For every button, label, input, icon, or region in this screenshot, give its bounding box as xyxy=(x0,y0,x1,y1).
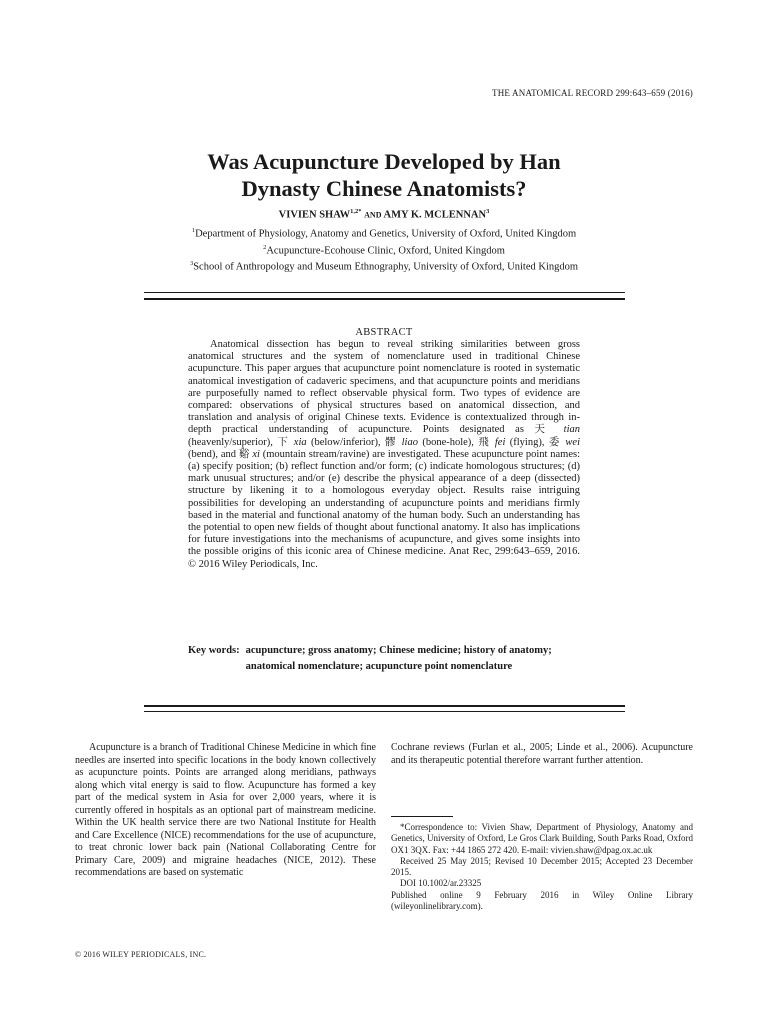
title-line-1: Was Acupuncture Developed by Han xyxy=(207,149,561,174)
term-tian-gloss: (heavenly/superior), xyxy=(188,436,278,448)
abstract-text xyxy=(188,339,580,571)
affiliation-1-mark: 1 xyxy=(191,227,196,234)
term-xia xyxy=(277,437,385,448)
footnote-rule xyxy=(391,816,453,817)
term-xia-pinyin: xia xyxy=(293,436,307,448)
term-fei-char: 飛 xyxy=(478,436,491,448)
bottom-rule-thick xyxy=(144,705,625,707)
author-1-name: VIVIEN SHAW xyxy=(278,209,351,221)
term-xia-char: 下 xyxy=(277,436,290,448)
term-wei-char: 委 xyxy=(548,436,562,448)
keywords xyxy=(188,643,588,674)
affiliation-3 xyxy=(0,257,768,274)
keywords-text: acupuncture; gross anatomy; Chinese medicine; history of anatomy; anatomical nomenclature; acupuncture point nomenclature xyxy=(245,645,552,672)
top-rule-thick xyxy=(144,298,625,300)
affiliation-1 xyxy=(0,224,768,241)
body-left-column: Acupuncture is a branch of Traditional Chinese Medicine in which fine needles are inserted into specific locations in the body known collectively as acupuncture points. Points are arranged along meridians, pathways along which vital energy is said to flow. Acupuncture has formed a key part of the medical system in Asia for over 2,000 years, where it is currently offered in hospitals as an optional part of mainstream medicine. Within the UK health service there are two National Institute for Health and Care Excellence (NICE) recommendations for the use of acupuncture, to treat chronic lower back pain (National Collaborating Centre for Primary Care, 2009) and migraine headaches (NICE, 2012). These recommendations are based on systematic xyxy=(75,742,376,879)
abstract-heading: ABSTRACT xyxy=(355,327,413,338)
author-2-marks: 3 xyxy=(486,208,490,215)
affiliation-2-text: Acupuncture-Ecohouse Clinic, Oxford, United Kingdom xyxy=(266,245,505,256)
term-xi xyxy=(239,449,370,460)
affiliations xyxy=(0,224,768,274)
term-liao-gloss: (bone-hole), xyxy=(417,436,479,448)
term-xia-gloss: (below/inferior), xyxy=(306,436,386,448)
footnotes xyxy=(391,822,693,912)
term-liao-pinyin: liao xyxy=(401,436,418,448)
affiliation-3-text: School of Anthropology and Museum Ethnography, University of Oxford, United Kingdom xyxy=(193,261,579,273)
footnote-dates: Received 25 May 2015; Revised 10 December 2015; Accepted 23 December 2015. xyxy=(391,855,693,878)
keywords-label: Key words: xyxy=(188,645,240,656)
term-xi-pinyin: xi xyxy=(252,448,260,460)
affiliation-2-mark: 2 xyxy=(263,243,267,251)
term-tian-pinyin: tian xyxy=(563,424,580,436)
term-fei-pinyin: fei xyxy=(494,436,506,448)
term-wei-gloss: (bend), and xyxy=(188,448,239,460)
term-tian-char: 天 xyxy=(534,424,554,436)
author-conjunction: AND xyxy=(364,210,382,220)
running-head: THE ANATOMICAL RECORD 299:643–659 (2016) xyxy=(492,88,693,98)
footnote-correspondence: *Correspondence to: Vivien Shaw, Department of Physiology, Anatomy and Genetics, University of Oxford, Le Gros Clark Building, South Parks Road, Oxford OX1 3QX. Fax: +44 1865 272 420. E-mail: vivien.shaw@dpag.ox.ac.uk xyxy=(391,822,693,855)
abstract-text-part-1: Anatomical dissection has begun to reveal striking similarities between gross anatomical structures and the system of nomenclature used in traditional Chinese acupuncture. This paper argues that acupuncture point nomenclature is rooted in systematic anatomical investigation of cadaveric specimens, and that acupuncture points and meridians are purposefully named to reflect observable physical form. Two types of evidence are compared: observations of physical structures based on anatomical dissection, and translation and analysis of original Chinese texts. Evidence is contextualized through in-depth practical understanding of acupuncture. Points designated as xyxy=(188,339,580,436)
affiliation-1-text: Department of Physiology, Anatomy and Genetics, University of Oxford, United Kingdom xyxy=(195,228,577,240)
term-fei-gloss: (flying), xyxy=(505,436,549,448)
term-liao-char: 髎 xyxy=(385,436,398,448)
term-wei-pinyin: wei xyxy=(565,436,580,448)
title-line-2: Dynasty Chinese Anatomists? xyxy=(241,176,527,201)
term-xi-char: 谿 xyxy=(238,448,250,460)
author-line xyxy=(0,208,768,221)
body-right-column: Cochrane reviews (Furlan et al., 2005; Linde et al., 2006). Acupuncture and its therapeutic potential therefore warrant further attention. xyxy=(391,742,693,766)
author-1-marks: 1,2* xyxy=(350,208,362,215)
footnote-published: Published online 9 February 2016 in Wiley Online Library (wileyonlinelibrary.com). xyxy=(391,889,693,912)
term-liao xyxy=(385,437,478,448)
footnote-doi: DOI 10.1002/ar.23325 xyxy=(400,878,482,889)
term-fei xyxy=(478,437,549,448)
top-rule-thin xyxy=(144,292,625,293)
copyright-notice: © 2016 WILEY PERIODICALS, INC. xyxy=(75,950,207,959)
affiliation-2 xyxy=(0,241,768,258)
bottom-rule-thin xyxy=(144,711,625,712)
author-2-name: AMY K. MCLENNAN xyxy=(383,209,487,221)
abstract-text-part-2: are investigated. These acupuncture point names: (a) specify position; (b) reflect function and/or form; (c) indicate homologous structures; (d) mark unusual structures; and/or (e) describe the physical appearance of a deep (dissected) structure by likening it to a homologous everyday object. Results raise intriguing possibilities for developing an understanding of acupuncture points and meridians firmly based in the material and functional anatomy of the human body. Such an understanding has the potential to open new fields of thought about functional anatomy. It also has implications for future investigations into the mechanisms of acupuncture, and gives some insights into the possible origins of this iconic area of Chinese medicine. Anat Rec, 299:643–659, 2016. © 2016 Wiley Periodicals, Inc. xyxy=(188,448,581,570)
article-title xyxy=(0,148,768,202)
affiliation-3-mark: 3 xyxy=(189,260,194,267)
term-xi-gloss: (mountain stream/ravine) xyxy=(259,448,370,460)
